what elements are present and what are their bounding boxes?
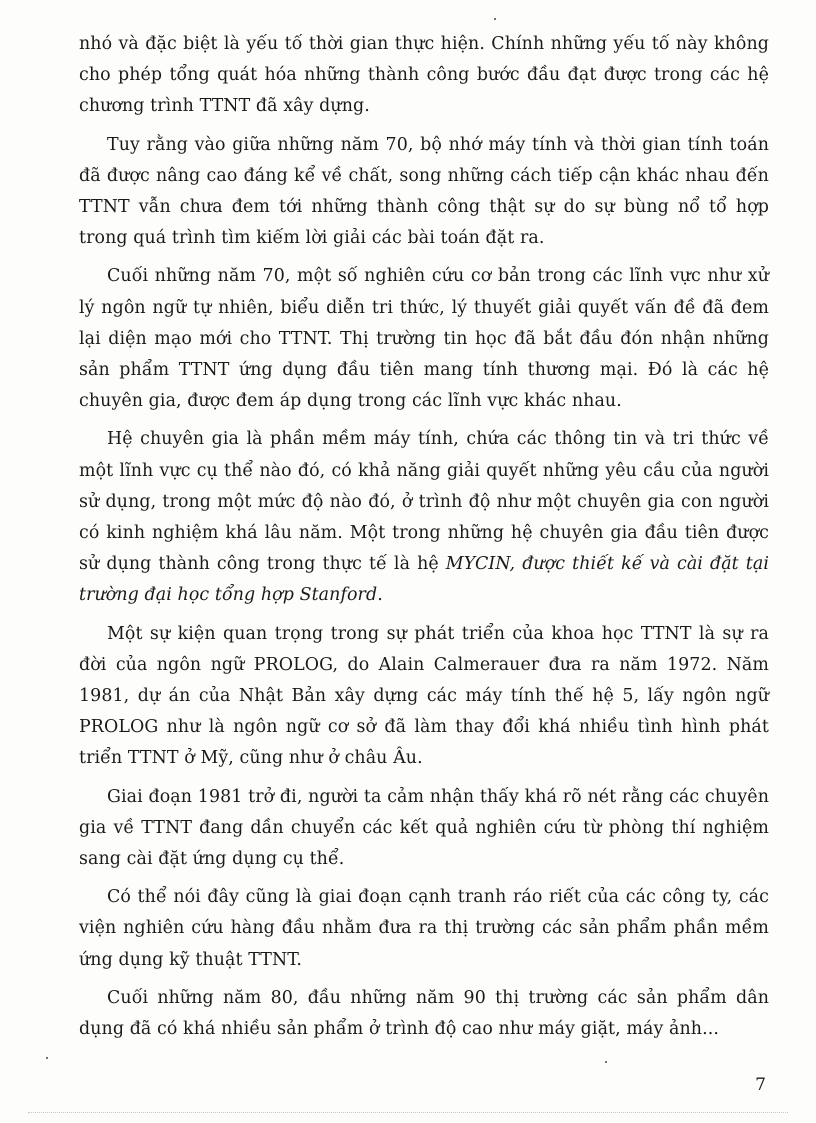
scan-speck (494, 18, 496, 20)
paragraph-1-text: nhó và đặc biệt là yếu tố thời gian thực hiện. Chính những yếu tố này không cho phép tổng quát hóa những thành công bước đầu đạt được trong các hệ chương trình TTNT đã xây dựng. (79, 34, 769, 117)
paragraph-5-text: Một sự kiện quan trọng trong sự phát triển của khoa học TTNT là sự ra đời của ngôn ngữ PROLOG, do Alain Calmerauer đưa ra năm 1972. Năm 1981, dự án của Nhật Bản xây dựng các máy tính thế hệ 5, lấy ngôn ngữ PROLOG như là ngôn ngữ cơ sở đã làm thay đổi khá nhiều tình hình phát triển TTNT ở Mỹ, cũng như ở châu Âu. (79, 623, 769, 769)
scan-edge-divider (28, 1112, 788, 1113)
scan-speck (46, 1057, 48, 1059)
body-text (79, 29, 769, 1052)
paragraph-1 (79, 29, 769, 123)
paragraph-6 (79, 782, 769, 876)
paragraph-5 (79, 619, 769, 775)
paragraph-2 (79, 130, 769, 255)
paragraph-7-text: Có thể nói đây cũng là giai đoạn cạnh tranh ráo riết của các công ty, các viện nghiên cứu hàng đầu nhằm đưa ra thị trường các sản phẩm phần mềm ứng dụng kỹ thuật TTNT. (79, 887, 769, 970)
paragraph-3-text: Cuối những năm 70, một số nghiên cứu cơ bản trong các lĩnh vực như xử lý ngôn ngữ tự nhiên, biểu diễn tri thức, lý thuyết giải quyết vấn đề đã đem lại diện mạo mới cho TTNT. Thị trường tin học đã bắt đầu đón nhận những sản phẩm TTNT ứng dụng đầu tiên mang tính thương mại. Đó là các hệ chuyên gia, được đem áp dụng trong các lĩnh vực khác nhau. (79, 266, 769, 412)
paragraph-4-italic-text: MYCIN, được thiết kế và cài đặt tại trường đại học tổng hợp Stanford. (79, 554, 769, 606)
paragraph-2-text: Tuy rằng vào giữa những năm 70, bộ nhớ máy tính và thời gian tính toán đã được nâng cao đáng kể về chất, song những cách tiếp cận khác nhau đến TTNT vẫn chưa đem tới những thành công thật sự do sự bùng nổ tổ hợp trong quá trình tìm kiếm lời giải các bài toán đặt ra. (79, 134, 769, 249)
paragraph-4-text: Hệ chuyên gia là phần mềm máy tính, chứa các thông tin và tri thức về một lĩnh vực cụ thể nào đó, có khả năng giải quyết những yêu cầu của người sử dụng, trong một mức độ nào đó, ở trình độ như một chuyên gia con người có kinh nghiệm khá lâu năm. Một trong những hệ chuyên gia đầu tiên được sử dụng thành công trong thực tế là hệ (79, 429, 769, 575)
scan-speck (605, 1061, 607, 1063)
page-number: 7 (755, 1075, 766, 1095)
paragraph-8-text: Cuối những năm 80, đầu những năm 90 thị trường các sản phẩm dân dụng đã có khá nhiều sản phẩm ở trình độ cao như máy giặt, máy ảnh... (79, 987, 769, 1040)
paragraph-3 (79, 261, 769, 417)
paragraph-8 (79, 983, 769, 1045)
paragraph-7 (79, 882, 769, 976)
paragraph-4 (79, 424, 769, 611)
paragraph-6-text: Giai đoạn 1981 trở đi, người ta cảm nhận thấy khá rõ nét rằng các chuyên gia về TTNT đang dần chuyển các kết quả nghiên cứu từ phòng thí nghiệm sang cài đặt ứng dụng cụ thể. (79, 786, 769, 870)
